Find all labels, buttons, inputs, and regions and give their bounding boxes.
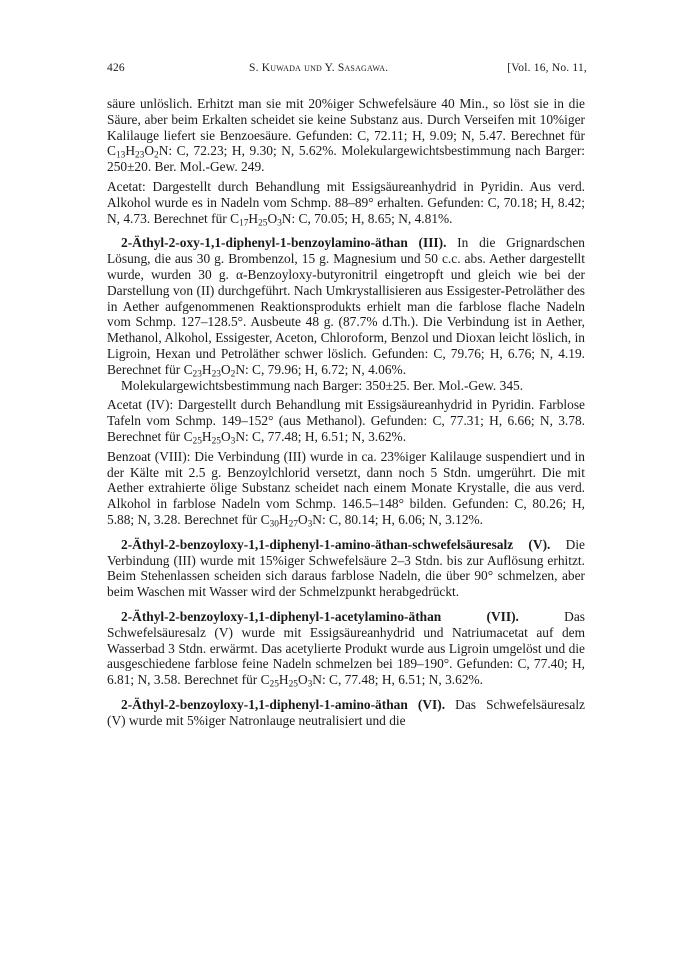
text-run: O (144, 143, 155, 159)
compound-heading: 2-Äthyl-2-benzoyloxy-1,1-diphenyl-1-amino-äthan (VI). (121, 696, 446, 712)
paragraph (107, 179, 585, 226)
text-run: Benzoat (VIII): Die Verbindung (III) wurde in ca. 23%iger Kalilauge suspendiert und in der Kälte mit 2.5 g. Benzoylchlorid versetzt, dann noch 5 Stdn. umgerührt. Die mit Aether extrahierte ölige Substanz scheidet nach einem Monate Krystalle, die aus verd. Alkohol in farblose Nadeln vom Schmp. 146.5–148° bilden. Gefunden: C, 80.26; H, 5.88; N, 3.28. Berechnet für C (107, 448, 585, 527)
running-header (107, 62, 585, 80)
formula-subscript: 3 (307, 679, 313, 690)
running-authors: S. Kuwada und Y. Sasagawa. (249, 62, 389, 74)
compound-heading: 2-Äthyl-2-benzoyloxy-1,1-diphenyl-1-amino-äthan-schwefelsäuresalz (V). (121, 536, 551, 552)
text-run: H (248, 210, 259, 226)
article-body (107, 96, 585, 728)
formula-subscript: 27 (288, 519, 298, 530)
text-run: Das Schwefelsäuresalz (V) wurde mit Essigsäureanhydrid und Natriumacetat auf dem Wasserbad 3 Stdn. erwärmt. Das acetylierte Produkt wurde aus Ligroin umgelöst und die ausgeschiedene farblose feine Nadeln schmelzen bei 189–190°. Gefunden: C, 77.40; H, 6.81; N, 3.58. Berechnet für C (107, 608, 585, 688)
volume-info: [Vol. 16, No. 11, (507, 62, 587, 74)
formula-subscript: 23 (192, 369, 202, 380)
text-run: Molekulargewichtsbestimmung nach Barger: 350±25. Ber. Mol.-Gew. 345. (121, 377, 524, 393)
text-run: N: C, 77.48; H, 6.51; N, 3.62%. (235, 428, 407, 444)
text-run: In die Grignardschen Lösung, die aus 30 g. Brombenzol, 15 g. Magnesium und 50 c.c. abs. Aether dargestellt wurde, wurden 30 g. α-Benzoyloxy-butyronitril eingetropft und gleich wie bei der Darstellung von (II) durchgeführt. Nach Umkrystallisieren aus Essigester-Petroläther des in Aether aufgenommenen Reaktionsprodukts erhielt man die farblose flache Nadeln vom Schmp. 127–128.5°. Ausbeute 48 g. (87.7% d.Th.). Die Verbindung ist in Aether, Methanol, Alkohol, Essigester, Aceton, Chloroform, Benzol und Dioxan leicht löslich, in Ligroin, Hexan und Petroläther schwer löslich. Gefunden: C, 79.76; H, 6.76; N, 4.19. Berechnet für C (107, 235, 585, 377)
text-run: Die Verbindung (III) wurde mit 15%iger Schwefelsäure 2–3 Stdn. bis zur Auflösung erhitzt. Beim Stehenlassen scheiden sich daraus farblose Nadeln, die über 90° schmelzen, aber beim Waschen mit Wasser wird der Schmelzpunkt herabgedrückt. (107, 536, 585, 600)
text-run: O (267, 210, 278, 226)
text-run: N: C, 79.96; H, 6.72; N, 4.06%. (235, 361, 407, 377)
paragraph (107, 378, 585, 394)
formula-subscript: 17 (239, 217, 249, 228)
text-run: N: C, 77.48; H, 6.51; N, 3.62%. (312, 672, 484, 688)
compound-heading: 2-Äthyl-2-benzoyloxy-1,1-diphenyl-1-acetylamino-äthan (VII). (121, 608, 519, 624)
formula-subscript: 13 (115, 150, 126, 161)
formula-subscript: 3 (277, 217, 282, 228)
formula-subscript: 2 (154, 150, 159, 161)
paragraph (107, 397, 585, 447)
formula-subscript: 3 (230, 436, 236, 447)
formula-subscript: 23 (211, 369, 221, 380)
paragraph (107, 449, 585, 528)
formula-subscript: 25 (192, 436, 202, 447)
text-run: O (297, 511, 308, 527)
text-run: H (278, 511, 289, 527)
text-run: O (297, 672, 308, 688)
text-run: H (125, 143, 135, 159)
formula-subscript: 30 (269, 519, 279, 530)
paragraph (107, 96, 585, 175)
text-run: H (201, 428, 212, 444)
text-run: O (220, 428, 231, 444)
text-run: H (278, 672, 289, 688)
section-paragraph (107, 609, 585, 688)
formula-subscript: 23 (134, 150, 145, 161)
page-number: 426 (107, 62, 125, 74)
text-run: H (201, 361, 212, 377)
text-run: O (220, 361, 231, 377)
text-run: N: C, 80.14; H, 6.06; N, 3.12%. (312, 511, 484, 527)
section-paragraph (107, 697, 585, 729)
text-run: N: C, 72.23; H, 9.30; N, 5.62%. Molekulargewichtsbestimmung nach Barger: 250±20. Ber. Mol.-Gew. 249. (107, 143, 585, 175)
formula-subscript: 25 (269, 679, 279, 690)
text-run: säure unlöslich. Erhitzt man sie mit 20%iger Schwefelsäure 40 Min., so löst sie in die Säure, aber beim Erkalten scheidet sie keine Substanz aus. Durch Verseifen mit 10%iger Kalilauge liefert sie Benzoesäure. Gefunden: C, 72.11; H, 9.09; N, 5.47. Berechnet für C (107, 96, 585, 159)
text-run: N: C, 70.05; H, 8.65; N, 4.81%. (281, 210, 453, 226)
formula-subscript: 2 (230, 369, 236, 380)
section-paragraph (107, 235, 585, 380)
compound-heading: 2-Äthyl-2-oxy-1,1-diphenyl-1-benzoylamino-äthan (III). (121, 235, 447, 251)
formula-subscript: 3 (307, 519, 313, 530)
formula-subscript: 25 (211, 436, 221, 447)
text-run: Acetat (IV): Dargestellt durch Behandlung mit Essigsäureanhydrid in Pyridin. Farblose Tafeln vom Schmp. 149–152° (aus Methanol). Gefunden: C, 77.31; H, 6.66; N, 3.78. Berechnet für C (107, 397, 585, 444)
formula-subscript: 25 (258, 217, 268, 228)
text-run: Das Schwefelsäuresalz (V) wurde mit 5%iger Natronlauge neutralisiert und die (107, 696, 585, 728)
section-paragraph (107, 537, 585, 600)
text-run: Acetat: Dargestellt durch Behandlung mit Essigsäureanhydrid in Pyridin. Aus verd. Alkohol wurde es in Nadeln vom Schmp. 88–89° erhalten. Gefunden: C, 70.18; H, 8.42; N, 4.73. Berechnet für C (107, 178, 585, 226)
formula-subscript: 25 (288, 679, 298, 690)
